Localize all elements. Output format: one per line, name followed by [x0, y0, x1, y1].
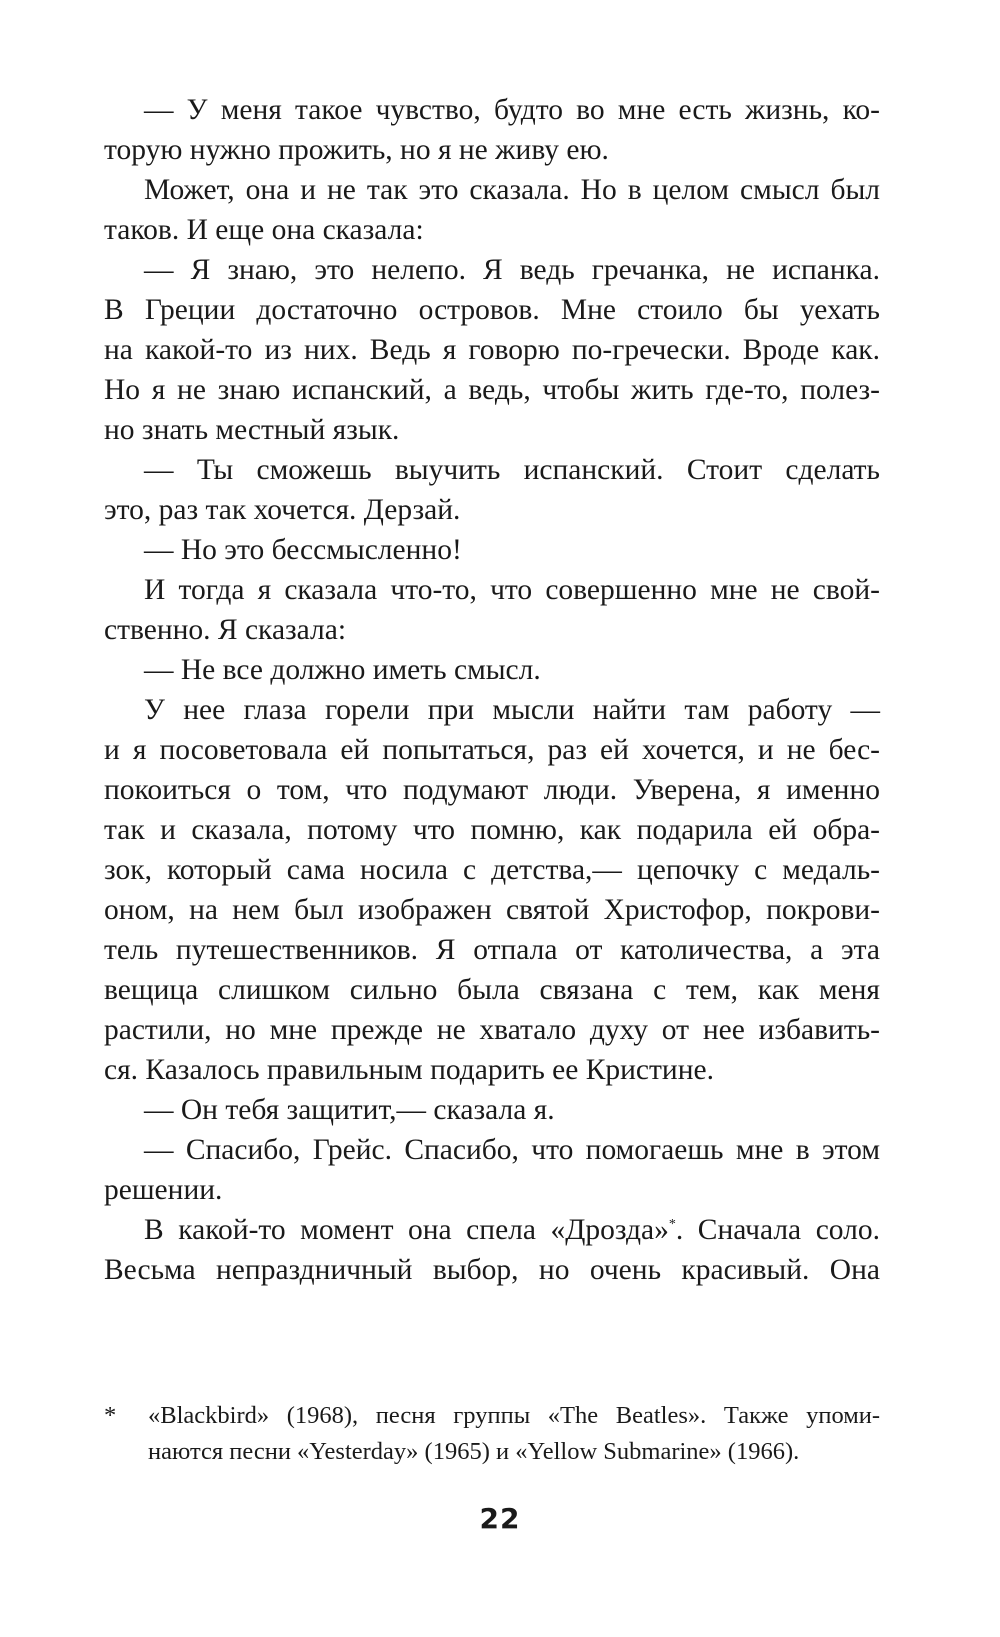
footnote-line: наются песни «Yesterday» (1965) и «Yellow Submarine» (1966). [148, 1438, 800, 1465]
footnote-text: «Blackbird» (1968), песня группы «The Beatles». Также упоми- [148, 1402, 880, 1429]
text-line: ся. Казалось правильным подарить ее Кристине. [104, 1054, 714, 1086]
page-number: 22 [479, 1502, 521, 1535]
text-line: так и сказала, потому что помню, как подарила ей обра- [104, 814, 880, 846]
text-line: оном, на нем был изображен святой Христофор, покрови- [104, 894, 880, 926]
footnote-marker: * [104, 1402, 117, 1429]
text-line: — Спасибо, Грейс. Спасибо, что помогаешь мне в этом [144, 1134, 880, 1166]
text-line: вещица слишком сильно была связана с тем, как меня [104, 974, 880, 1006]
book-page-body [104, 90, 880, 1290]
text-line: И тогда я сказала что-то, что совершенно мне не свой- [144, 574, 880, 606]
text-line: зок, который сама носила с детства,— цепочку с медаль- [104, 854, 880, 886]
text-line: растили, но мне прежде не хватало духу от нее избавить- [104, 1014, 880, 1046]
text-segment: . Сначала соло. [675, 1214, 880, 1246]
text-line-with-footnote-ref [104, 1210, 880, 1250]
footnote [104, 1398, 880, 1470]
text-line: таков. И еще она сказала: [104, 214, 424, 246]
text-line: решении. [104, 1174, 223, 1206]
text-line: это, раз так хочется. Дерзай. [104, 494, 461, 526]
text-line: ственно. Я сказала: [104, 614, 347, 646]
footnote-line [104, 1398, 880, 1434]
text-line: — Я знаю, это нелепо. Я ведь гречанка, не испанка. [144, 254, 880, 286]
text-segment: В какой-то момент она спела «Дрозда» [144, 1214, 669, 1246]
text-line: но знать местный язык. [104, 414, 400, 446]
footnote-reference: * [668, 1217, 676, 1233]
text-line: покоиться о том, что подумают люди. Уверена, я именно [104, 774, 880, 806]
text-line: и я посоветовала ей попытаться, раз ей хочется, и не бес- [104, 734, 880, 766]
text-line: — Ты сможешь выучить испанский. Стоит сделать [144, 454, 880, 486]
text-line: — У меня такое чувство, будто во мне есть жизнь, ко- [144, 94, 880, 126]
text-line: — Но это бессмысленно! [144, 534, 462, 566]
text-line: Может, она и не так это сказала. Но в целом смысл был [144, 174, 880, 206]
text-line: тель путешественников. Я отпала от католичества, а эта [104, 934, 880, 966]
text-line: торую нужно прожить, но я не живу ею. [104, 134, 609, 166]
text-line: В Греции достаточно островов. Мне стоило бы уехать [104, 294, 880, 326]
text-line: У нее глаза горели при мысли найти там работу — [144, 694, 880, 726]
text-line: на какой-то из них. Ведь я говорю по-гречески. Вроде как. [104, 334, 880, 366]
text-line: Весьма непраздничный выбор, но очень красивый. Она [104, 1254, 880, 1286]
text-line: — Он тебя защитит,— сказала я. [144, 1094, 555, 1126]
text-line: — Не все должно иметь смысл. [144, 654, 541, 686]
text-line: Но я не знаю испанский, а ведь, чтобы жить где-то, полез- [104, 374, 880, 406]
